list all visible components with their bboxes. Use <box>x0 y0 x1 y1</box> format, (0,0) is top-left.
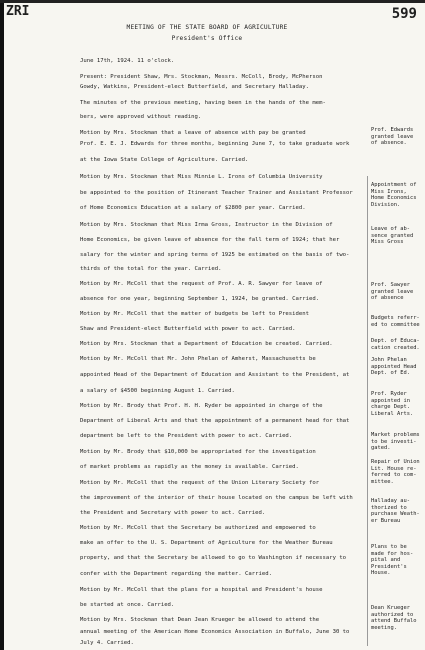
body-line: salary for the winter and spring terms of 1925 be estimated on the basis of two- <box>80 252 350 258</box>
page-number: 599 <box>391 6 417 22</box>
body-line: make an offer to the U. S. Department of Agriculture for the Weather Bureau <box>80 540 333 546</box>
page-code: ZRI <box>6 4 30 19</box>
body-line: Motion by Mrs. Stockman that a Department of Education be created. Carried. <box>80 341 333 347</box>
body-line: Prof. E. E. J. Edwards for three months, beginning June 7, to take graduate work <box>80 141 350 147</box>
body-line: Motion by Mr. McColl that the Secretary be authorized and empowered to <box>80 525 316 531</box>
margin-divider <box>367 176 368 646</box>
margin-note: Leave of ab- sence granted Miss Gross <box>371 226 414 246</box>
margin-note: Appointment of Miss Irons, Home Economics Division. <box>371 182 417 208</box>
body-line: Motion by Mrs. Stockman that Miss Irma Gross, Instructor in the Division of <box>80 222 333 228</box>
body-line: absence for one year, beginning September 1, 1924, be granted. Carried. <box>80 296 320 302</box>
body-line: a salary of $4500 beginning August 1. Carried. <box>80 388 235 394</box>
body-line: July 4. Carried. <box>80 640 134 646</box>
meeting-place: President's Office <box>171 35 243 42</box>
body-line: Motion by Mr. McColl that Mr. John Phelan of Amherst, Massachusetts be <box>80 356 316 362</box>
margin-note: John Phelan appointed Head Dept. of Ed. <box>371 357 417 377</box>
body-line: of Home Economics Education at a salary of $2800 per year. Carried. <box>80 205 306 211</box>
margin-note: Halladay au- thorized to purchase Weath- er Bureau <box>371 498 420 524</box>
body-line: Motion by Mr. McColl that the matter of budgets be left to President <box>80 311 310 317</box>
body-line: The minutes of the previous meeting, having been in the hands of the mem- <box>80 100 326 106</box>
margin-note: Prof. Edwards granted leave of absence. <box>371 127 414 147</box>
body-line: Present: President Shaw, Mrs. Stockman, Messrs. McColl, Brody, McPherson <box>80 74 323 80</box>
margin-note: Dean Krueger authorized to attend Buffalo meeting. <box>371 605 417 631</box>
margin-note: Budgets referr- ed to committee <box>371 315 420 328</box>
body-line: appointed Head of the Department of Education and Assistant to the President, at <box>80 372 350 378</box>
body-line: thirds of the total for the year. Carried. <box>80 266 222 272</box>
page-top-edge <box>0 0 425 3</box>
body-line: Motion by Mr. McColl that the request of the Union Literary Society for <box>80 480 320 486</box>
body-line: Motion by Mr. McColl that the plans for a hospital and President's house <box>80 587 323 593</box>
body-line: confer with the Department regarding the matter. Carried. <box>80 571 272 577</box>
body-line: annual meeting of the American Home Economics Association in Buffalo, June 30 to <box>80 629 350 635</box>
meeting-title: MEETING OF THE STATE BOARD OF AGRICULTURE <box>126 24 288 31</box>
body-line: be appointed to the position of Itinerant Teacher Trainer and Assistant Professor <box>80 190 353 196</box>
body-line: the improvement of the interior of their house located on the campus be left with <box>80 495 353 501</box>
body-line: Motion by Mrs. Stockman that a leave of absence with pay be granted <box>80 130 306 136</box>
body-line: Shaw and President-elect Butterfield with power to act. Carried. <box>80 326 296 332</box>
margin-note: Repair of Union Lit. House re- ferred to com- mittee. <box>371 459 420 485</box>
body-line: be started at once. Carried. <box>80 602 175 608</box>
margin-note: Market problems to be investi- gated. <box>371 432 420 452</box>
body-line: Motion by Mr. Brody that Prof. H. H. Ryder be appointed in charge of the <box>80 403 323 409</box>
body-line: Motion by Mr. Brody that $10,000 be appropriated for the investigation <box>80 449 316 455</box>
body-line: Motion by Mr. McColl that the request of Prof. A. R. Sawyer for leave of <box>80 281 323 287</box>
body-line: department be left to the President with power to act. Carried. <box>80 433 293 439</box>
body-line: bers, were approved without reading. <box>80 114 202 120</box>
body-line: Motion by Mrs. Stockman that Miss Minnie L. Irons of Columbia University <box>80 174 323 180</box>
body-line: property, and that the Secretary be allowed to go to Washington if necessary to <box>80 555 347 561</box>
body-line: at the Iowa State College of Agriculture. Carried. <box>80 157 249 163</box>
body-line: the President and Secretary with power to act. Carried. <box>80 510 266 516</box>
body-line: Gowdy, Watkins, President-elect Butterfield, and Secretary Halladay. <box>80 84 310 90</box>
page-left-edge <box>0 0 4 650</box>
body-line: Home Economics, be given leave of absence for the fall term of 1924; that her <box>80 237 340 243</box>
margin-note: Dept. of Educa- cation created. <box>371 338 420 351</box>
body-line: Department of Liberal Arts and that the appointment of a permanent head for that <box>80 418 350 424</box>
margin-note: Plans to be made for hos- pital and President's House. <box>371 544 414 577</box>
margin-note: Prof. Ryder appointed in charge Dept. Liberal Arts. <box>371 391 414 417</box>
margin-note: Prof. Sawyer granted leave of absence <box>371 282 414 302</box>
body-line: June 17th, 1924. 11 o'clock. <box>80 58 175 64</box>
body-line: of market problems as rapidly as the money is available. Carried. <box>80 464 299 470</box>
body-line: Motion by Mrs. Stockman that Dean Jean Krueger be allowed to attend the <box>80 617 320 623</box>
